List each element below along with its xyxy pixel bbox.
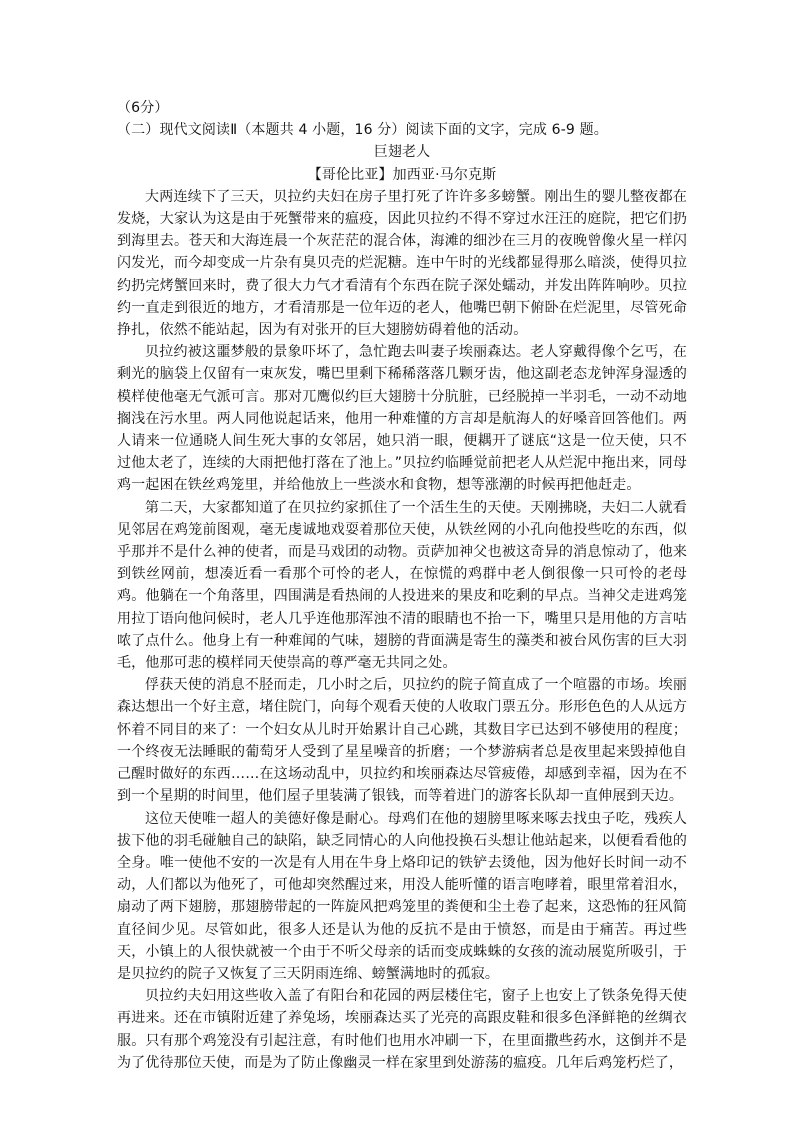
- article-paragraph-5: 这位天使唯一超人的美德好像是耐心。母鸡们在他的翅膀里啄来啄去找虫子吃，残疾人拔下他的羽毛碰触自己的缺陷，缺乏同情心的人向他投换石头想让他站起来，以便看看他的全身。唯一使他不安的一次是有人用在牛身上烙印记的铁铲去烫他，因为他好长时间一动不动，人们都以为他死了，可他却突然醒过来，用没人能听懂的语言咆哮着，眼里常着泪水，扇动了两下翅膀，那翅膀带起的一阵旋风把鸡笼里的粪便和尘土卷了起来，这恐怖的狂风简直径间少见。尽管如此，很多人还是认为他的反抗不是由于愤怒，而是由于痛苦。再过些天，小镇上的人很快就被一个由于不听父母亲的话而变成蛛蛛的女孩的流动展览所吸引，于是贝拉约的院子又恢复了三天阴雨连绵、螃蟹满地时的孤寂。: [117, 810, 687, 982]
- article-paragraph-4: 俘获天使的消息不胫而走，几小时之后，贝拉约的院子简直成了一个喧嚣的市场。埃丽森达想出一个好主意，堵住院门，向每个观看天使的人收取门票五分。形形色色的人从远方怀着不同目的来了：一个妇女从儿时开始累计自己心跳，其数目字已达到不够使用的程度；一个终夜无法睡眠的葡萄牙人受到了星星噪音的折磨；一个梦游病者总是夜里起来毁掉他自己醒时做好的东西……在这场动乱中，贝拉约和埃丽森达尽管疲倦，却感到幸福，因为在不到一个星期的时间里，他们屋子里装满了银钱，而等着进门的游客长队却一直伸展到天边。: [117, 677, 687, 805]
- score-note: （6分）: [117, 100, 169, 116]
- article-paragraph-6: 贝拉约夫妇用这些收入盖了有阳台和花园的两层楼住宅，窗子上也安上了铁条免得天使再进来。还在市镇附近建了养兔场，埃丽森达买了光亮的高跟皮鞋和很多色泽鲜艳的丝绸衣服。只有那个鸡笼没有引起注意，有时他们也用水冲刷一下，在里面撒些药水，这倒并不是为了优待那位天使，而是为了防止像幽灵一样在家里到处游荡的瘟疫。几年后鸡笼朽烂了，: [117, 988, 687, 1071]
- article-title: 巨翅老人: [373, 144, 431, 161]
- article-paragraph-3: 第二天，大家都知道了在贝拉约家抓住了一个活生生的天使。天刚拂晓，夫妇二人就看见邻居在鸡笼前图观，毫无虔诚地戏耍着那位天使，从铁丝网的小孔向他投些吃的东西，似乎那并不是什么神的使者，而是马戏团的动物。贡萨加神父也被这奇异的消息惊动了，他来到铁丝网前，想凑近看一看那个可怜的老人，在惊慌的鸡群中老人倒很像一只可怜的老母鸡。他躺在一个角落里，四围满是看热闹的人投进来的果皮和吃剩的早点。当神父走进鸡笼用拉丁语向他问候时，老人几乎连他那浑浊不清的眼睛也不抬一下，嘴里只是用他的方言咕哝了点什么。他身上有一种难闻的气味，翅膀的背面满是寄生的藻类和被台风伤害的巨大羽毛，他那可悲的模样同天使崇高的尊严毫无共同之处。: [117, 499, 687, 672]
- article-author: 【哥伦比亚】加西亚·马尔克斯: [307, 166, 497, 183]
- document-body: [117, 97, 687, 1074]
- article-paragraph-2: 贝拉约被这噩梦般的景象吓坏了，急忙跑去叫妻子埃丽森达。老人穿戴得像个乞丐，在剩光的脑袋上仅留有一束灰发，嘴巴里剩下稀稀落落几颗牙齿，他这副老态龙钟浑身湿透的模样使他毫无气派可言。那对兀鹰似约巨大翅膀十分肮脏，已经脱掉一半羽毛，一动不动地搁浅在污水里。两人同他说起话来，他用一种难懂的方言却是航海人的好嗓音回答他们。两人请来一位通晓人间生死大事的女邻居，她只消一眼，便耦开了谜底“这是一位天使，只不过他太老了，连续的大雨把他打落在了池上。”贝拉约临睡觉前把老人从烂泥中拖出来，同母鸡一起困在铁丝鸡笼里，并给他放上一些淡水和食物，想等涨潮的时候再把他赶走。: [117, 344, 687, 494]
- section-heading: （二）现代文阅读Ⅱ（本题共 4 小题，16 分）阅读下面的文字，完成 6-9 题。: [117, 122, 608, 139]
- article-paragraph-1: 大两连续下了三天，贝拉约夫妇在房子里打死了许许多多螃蟹。刚出生的婴儿整夜都在发烧，大家认为这是由于死蟹带来的瘟疫，因此贝拉约不得不穿过水汪汪的庭院，把它们扔到海里去。苍天和大海连晨一个灰茫茫的混合体，海滩的细沙在三月的夜晚曾像火星一样闪闪发光，而今却变成一片杂有臭贝壳的烂泥糖。连中午时的光线都显得那么暗淡，使得贝拉约扔完烤蟹回来时，费了很大力气才看清有个东西在院子深处蠕动，并发出阵阵响吵。贝拉约一直走到很近的地方，才看清那是一位年迈的老人，他嘴巴朝下俯卧在烂泥里，尽管死命挣扎，依然不能站起，因为有对张开的巨大翅膀妨碍着他的活动。: [117, 188, 687, 339]
